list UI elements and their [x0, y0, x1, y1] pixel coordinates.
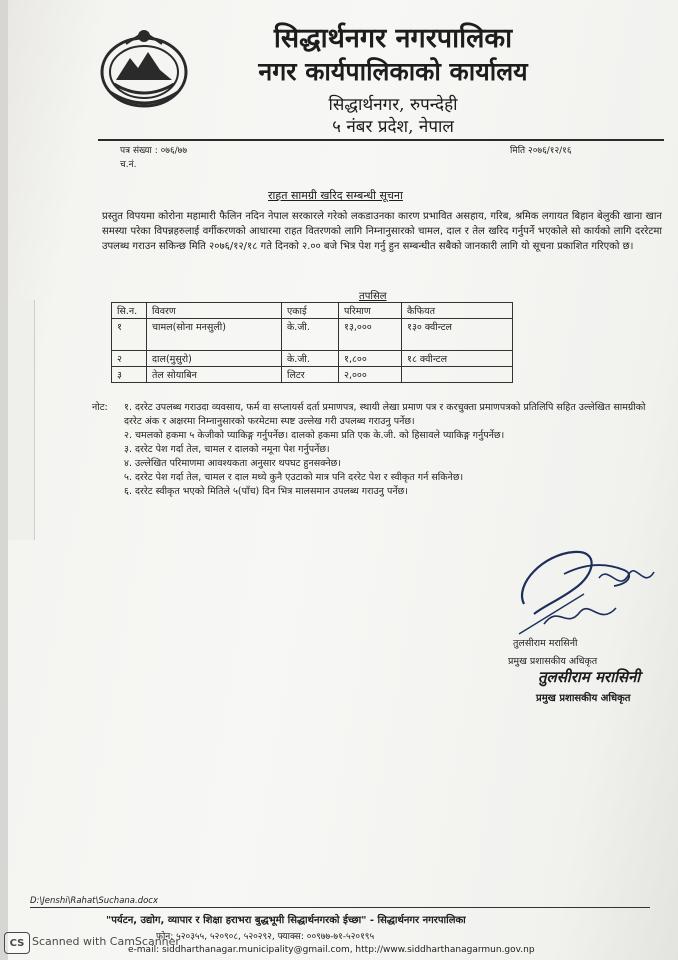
footer-rule	[30, 907, 650, 908]
notes-section	[92, 401, 662, 499]
cell-description: चामल(सोना मनसुली)	[147, 319, 282, 351]
cell-description: तेल सोयाबिन	[147, 367, 282, 383]
cell-serial: १	[112, 319, 147, 351]
document-page	[8, 0, 678, 960]
footer-email: e-mail: siddharthanagar.municipality@gmail.com, http://www.siddharthanagarmun.gov.np	[128, 945, 535, 955]
footer-phone: फोन: ५२०३५५, ५२०९०८, ५२०२९२, फ्याक्स: ००९७७-७१-५२०१९५	[156, 932, 375, 942]
list-item	[92, 471, 662, 485]
underlying-page-edge	[8, 300, 35, 540]
note-text: ६. दररेट स्वीकृत भएको मितिले ५(पाँच) दिन भित्र मालसमान उपलब्ध गराउनु पर्नेछ।	[124, 486, 408, 497]
table-row	[112, 367, 513, 383]
note-text: १. दररेट उपलब्ध गराउदा व्यवसाय, फर्म वा सप्लायर्स दर्ता प्रमाणपत्र, स्थायी लेखा प्रमाण पत्र र करचुक्ता प्रमाणपत्रको प्रतिलिपि सहित उल्लेखित सामग्रीको दररेट अंक र अक्षरमा निम्नानुसारको फरमेटमा स्पष्ट उल्लेख गरी उपलब्ध गराउनु पर्नेछ।	[124, 402, 646, 427]
org-title: सिद्धार्थनगर नगरपालिका	[273, 23, 513, 54]
table-caption: तपसिल	[359, 291, 387, 302]
col-header-remarks: कैफियत	[402, 303, 513, 319]
footer-slogan: "पर्यटन, उद्योग, व्यापार र शिक्षा हराभरा बुद्धभूमी सिद्धार्थनगरको ईच्छा" - सिद्धार्थनगर नगरपालिका	[106, 915, 466, 926]
cell-description: दाल(मुसुरो)	[147, 351, 282, 367]
col-header-unit: एकाई	[282, 303, 339, 319]
notes-label: नोट:	[92, 402, 108, 413]
col-header-description: विवरण	[147, 303, 282, 319]
table-row	[112, 319, 513, 351]
cell-serial: २	[112, 351, 147, 367]
note-text: ४. उल्लेखित परिमाणमा आवश्यकता अनुसार थपघट हुनसक्नेछ।	[124, 458, 341, 469]
office-title: नगर कार्यपालिकाको कार्यालय	[258, 57, 528, 86]
list-item	[92, 401, 662, 429]
camscanner-logo-icon: CS	[4, 932, 30, 954]
cell-unit: के.जी.	[282, 351, 339, 367]
cell-quantity: १३,०००	[339, 319, 402, 351]
header-rule	[98, 139, 664, 141]
stamp-title: प्रमुख प्रशासकीय अधिकृत	[536, 693, 631, 704]
list-item	[92, 443, 662, 457]
cell-remarks	[402, 367, 513, 383]
col-header-serial: सि.न.	[112, 303, 147, 319]
cell-remarks: १८ क्वीन्टल	[402, 351, 513, 367]
list-item	[92, 485, 662, 499]
signatory-name: तुलसीराम मरासिनी	[513, 638, 578, 649]
note-text: ५. दररेट पेश गर्दा तेल, चामल र दाल मध्ये कुनै एउटाको मात्र पनि दररेट पेश र स्वीकृत गर्न सकिनेछ।	[124, 472, 464, 483]
note-text: २. चमलको हकमा ५ केजीको प्याकिङ्ग गर्नुपर्नेछ। दालको हकमा प्रति एक के.जी. को हिसावले प्याकिङ्ग गर्नुपर्नेछ।	[124, 430, 505, 441]
list-item	[92, 429, 662, 443]
province-line: ५ नंबर प्रदेश, नेपाल	[332, 117, 454, 137]
notice-body: प्रस्तुत विपयमा कोरोना महामारी फैलिन नदिन नेपाल सरकारले गरेको लकडाउनका कारण प्रभावित असहाय, गरिब, श्रमिक लगायत बिहान बेलुकी खाना खान समस्या परेका विपन्नहरुलाई वर्गीकरणको आधारमा राहत वितरणको लागि निम्नानुसारको चामल, दाल र तेल खरिद गर्नुपर्ने भएकोले सो कार्यको लागि दररेटमा उपलब्ध गराउन सकिन्छ मिति २०७६/१२/१८ गते दिनको २.०० बजे भित्र पेश गर्नु हुन सम्बन्धीत सबैको जानकारी लागि यो सूचना प्रकाशित गरिएको छ।	[102, 211, 662, 252]
cell-unit: लिटर	[282, 367, 339, 383]
scanner-watermark: Scanned with CamScanner	[32, 935, 180, 948]
cell-unit: के.जी.	[282, 319, 339, 351]
handwritten-signature	[504, 534, 674, 644]
table-header-row	[112, 303, 513, 319]
table-row	[112, 351, 513, 367]
note-text: ३. दररेट पेश गर्दा तेल, चामल र दालको नमूना पेश गर्नुपर्नेछ।	[124, 444, 330, 455]
cell-serial: ३	[112, 367, 147, 383]
file-path: D:\Jenshi\Rahat\Suchana.docx	[30, 896, 158, 906]
cell-quantity: १,८००	[339, 351, 402, 367]
address-line: सिद्धार्थनगर, रुपन्देही	[328, 95, 458, 115]
cell-quantity: २,०००	[339, 367, 402, 383]
dispatch-number: च.नं.	[120, 160, 137, 170]
cell-remarks: १३० क्वीन्टल	[402, 319, 513, 351]
list-item	[92, 457, 662, 471]
reference-number: पत्र संख्या : ०७६/७७	[120, 146, 188, 156]
col-header-quantity: परिमाण	[339, 303, 402, 319]
signatory-title: प्रमुख प्रशासकीय अधिकृत	[508, 656, 598, 667]
issue-date: मिति २०७६/१२/१६	[510, 146, 572, 156]
stamp-name: तुलसीराम मरासिनी	[538, 668, 641, 686]
items-table	[111, 302, 513, 383]
notice-subject: राहत सामग्री खरिद सम्बन्धी सूचना	[268, 189, 403, 202]
